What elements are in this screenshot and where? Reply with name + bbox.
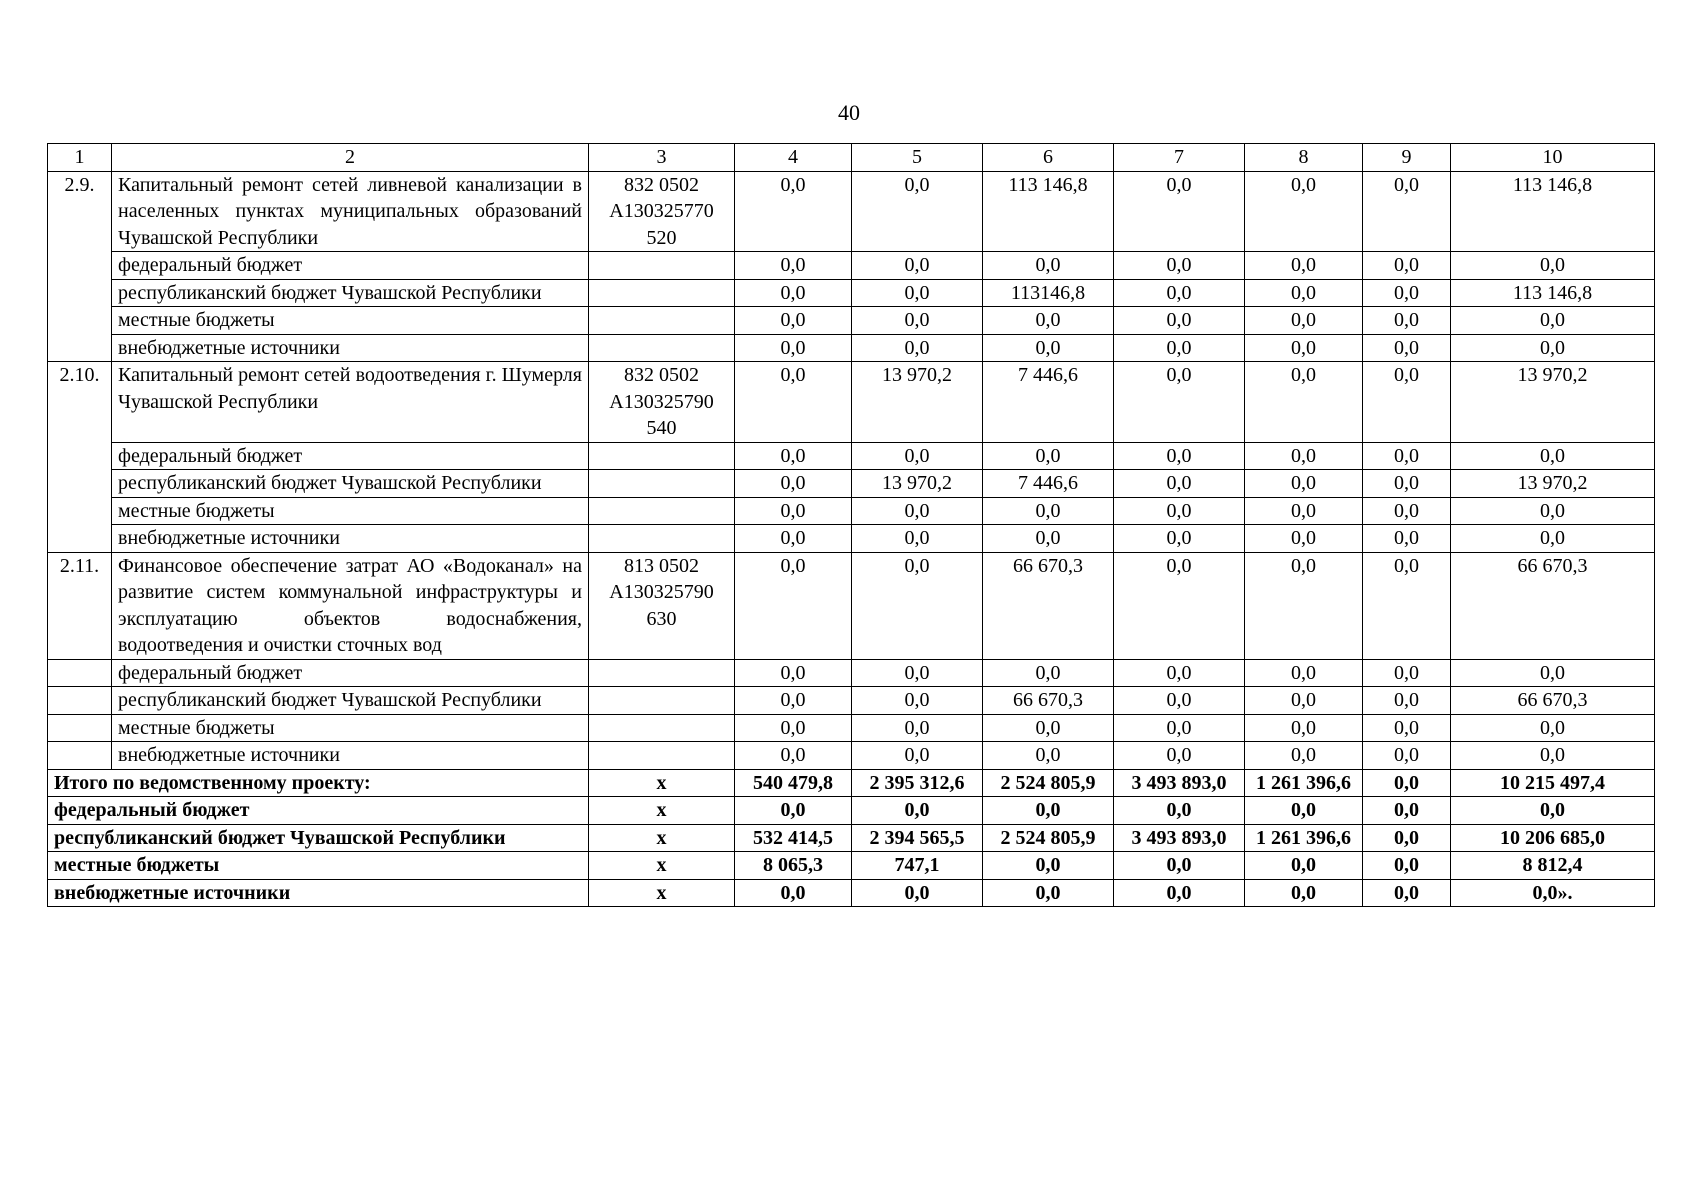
- total-value-cell: 0,0: [735, 879, 852, 907]
- value-cell: 0,0: [852, 714, 983, 742]
- value-cell: 13 970,2: [1451, 362, 1655, 443]
- value-cell: 0,0: [1245, 659, 1363, 687]
- value-cell: 0,0: [1363, 362, 1451, 443]
- source-label: местные бюджеты: [112, 714, 589, 742]
- source-label: внебюджетные источники: [112, 334, 589, 362]
- value-cell: 0,0: [1451, 742, 1655, 770]
- value-cell: 66 670,3: [983, 552, 1114, 659]
- budget-code-empty: [589, 470, 735, 498]
- budget-code-empty: [589, 659, 735, 687]
- total-code: х: [589, 797, 735, 825]
- value-cell: 0,0: [852, 687, 983, 715]
- value-cell: 0,0: [1245, 714, 1363, 742]
- total-value-cell: 0,0: [1245, 852, 1363, 880]
- budget-table: [47, 143, 1655, 907]
- row-number-empty: [48, 442, 112, 470]
- value-cell: 0,0: [852, 171, 983, 252]
- value-cell: 0,0: [735, 171, 852, 252]
- total-row: [48, 879, 1655, 907]
- value-cell: 0,0: [1114, 470, 1245, 498]
- value-cell: 0,0: [1363, 307, 1451, 335]
- value-cell: 0,0: [1245, 307, 1363, 335]
- value-cell: 0,0: [1245, 470, 1363, 498]
- value-cell: 0,0: [1363, 334, 1451, 362]
- row-number-empty: [48, 714, 112, 742]
- value-cell: 0,0: [1363, 687, 1451, 715]
- value-cell: 0,0: [983, 742, 1114, 770]
- value-cell: 0,0: [735, 497, 852, 525]
- value-cell: 0,0: [983, 659, 1114, 687]
- value-cell: 66 670,3: [1451, 552, 1655, 659]
- total-value-cell: 0,0: [1114, 879, 1245, 907]
- total-label: республиканский бюджет Чувашской Республики: [48, 824, 589, 852]
- total-value-cell: 0,0».: [1451, 879, 1655, 907]
- value-cell: 0,0: [1451, 307, 1655, 335]
- total-value-cell: 3 493 893,0: [1114, 769, 1245, 797]
- header-cell: 4: [735, 144, 852, 172]
- value-cell: 0,0: [1114, 714, 1245, 742]
- total-value-cell: 1 261 396,6: [1245, 769, 1363, 797]
- value-cell: 0,0: [852, 334, 983, 362]
- source-row: [48, 442, 1655, 470]
- value-cell: 0,0: [1245, 742, 1363, 770]
- budget-code-empty: [589, 525, 735, 553]
- source-row: [48, 497, 1655, 525]
- header-cell: 2: [112, 144, 589, 172]
- source-row: [48, 742, 1655, 770]
- total-code: х: [589, 852, 735, 880]
- value-cell: 0,0: [1245, 442, 1363, 470]
- total-value-cell: 0,0: [983, 852, 1114, 880]
- total-label: внебюджетные источники: [48, 879, 589, 907]
- total-row: [48, 824, 1655, 852]
- value-cell: 0,0: [1451, 252, 1655, 280]
- source-row: [48, 714, 1655, 742]
- section-title: Капитальный ремонт сетей ливневой канализации в населенных пунктах муниципальных образований Чувашской Республики: [112, 171, 589, 252]
- value-cell: 0,0: [983, 252, 1114, 280]
- source-label: внебюджетные источники: [112, 525, 589, 553]
- source-label: республиканский бюджет Чувашской Республики: [112, 470, 589, 498]
- value-cell: 0,0: [852, 552, 983, 659]
- source-row: [48, 659, 1655, 687]
- total-value-cell: 1 261 396,6: [1245, 824, 1363, 852]
- total-value-cell: 540 479,8: [735, 769, 852, 797]
- row-number-empty: [48, 279, 112, 307]
- value-cell: 0,0: [1363, 497, 1451, 525]
- value-cell: 0,0: [1363, 171, 1451, 252]
- row-number-empty: [48, 525, 112, 553]
- value-cell: 0,0: [1451, 659, 1655, 687]
- value-cell: 0,0: [983, 714, 1114, 742]
- value-cell: 0,0: [735, 307, 852, 335]
- total-value-cell: 2 394 565,5: [852, 824, 983, 852]
- section-row: [48, 171, 1655, 252]
- section-row: [48, 552, 1655, 659]
- value-cell: 0,0: [852, 525, 983, 553]
- value-cell: 0,0: [1363, 659, 1451, 687]
- total-value-cell: 0,0: [1363, 824, 1451, 852]
- budget-code-empty: [589, 252, 735, 280]
- budget-code-empty: [589, 714, 735, 742]
- total-value-cell: 8 812,4: [1451, 852, 1655, 880]
- value-cell: 0,0: [1363, 442, 1451, 470]
- value-cell: 0,0: [1245, 497, 1363, 525]
- total-value-cell: 0,0: [1114, 797, 1245, 825]
- value-cell: 0,0: [1451, 525, 1655, 553]
- total-value-cell: 3 493 893,0: [1114, 824, 1245, 852]
- value-cell: 0,0: [983, 497, 1114, 525]
- value-cell: 0,0: [852, 497, 983, 525]
- value-cell: 0,0: [1363, 552, 1451, 659]
- total-value-cell: 2 524 805,9: [983, 824, 1114, 852]
- source-label: республиканский бюджет Чувашской Республики: [112, 687, 589, 715]
- source-label: республиканский бюджет Чувашской Республики: [112, 279, 589, 307]
- value-cell: 113146,8: [983, 279, 1114, 307]
- header-cell: 7: [1114, 144, 1245, 172]
- value-cell: 0,0: [735, 334, 852, 362]
- total-value-cell: 532 414,5: [735, 824, 852, 852]
- value-cell: 0,0: [735, 442, 852, 470]
- source-row: [48, 252, 1655, 280]
- total-value-cell: 747,1: [852, 852, 983, 880]
- header-cell: 3: [589, 144, 735, 172]
- budget-code-empty: [589, 742, 735, 770]
- source-label: федеральный бюджет: [112, 442, 589, 470]
- value-cell: 0,0: [1114, 307, 1245, 335]
- value-cell: 0,0: [1451, 714, 1655, 742]
- source-row: [48, 525, 1655, 553]
- value-cell: 0,0: [983, 334, 1114, 362]
- budget-code-empty: [589, 497, 735, 525]
- value-cell: 0,0: [735, 714, 852, 742]
- value-cell: 0,0: [983, 442, 1114, 470]
- header-cell: 8: [1245, 144, 1363, 172]
- value-cell: 0,0: [1245, 552, 1363, 659]
- row-number: 2.9.: [48, 171, 112, 252]
- budget-table-body: [48, 144, 1655, 907]
- value-cell: 13 970,2: [852, 470, 983, 498]
- value-cell: 0,0: [735, 279, 852, 307]
- value-cell: 0,0: [1451, 334, 1655, 362]
- value-cell: 0,0: [1363, 252, 1451, 280]
- value-cell: 0,0: [983, 525, 1114, 553]
- value-cell: 0,0: [1363, 742, 1451, 770]
- value-cell: 7 446,6: [983, 470, 1114, 498]
- total-value-cell: 2 395 312,6: [852, 769, 983, 797]
- value-cell: 0,0: [735, 552, 852, 659]
- total-code: х: [589, 824, 735, 852]
- total-label: федеральный бюджет: [48, 797, 589, 825]
- value-cell: 0,0: [1451, 442, 1655, 470]
- value-cell: 0,0: [1245, 279, 1363, 307]
- total-value-cell: 0,0: [852, 879, 983, 907]
- value-cell: 0,0: [1114, 742, 1245, 770]
- total-row: [48, 797, 1655, 825]
- value-cell: 0,0: [735, 470, 852, 498]
- row-number: 2.10.: [48, 362, 112, 443]
- total-label: местные бюджеты: [48, 852, 589, 880]
- value-cell: 0,0: [852, 659, 983, 687]
- row-number: 2.11.: [48, 552, 112, 659]
- value-cell: 0,0: [1363, 714, 1451, 742]
- budget-code: 813 0502 А130325790 630: [589, 552, 735, 659]
- value-cell: 0,0: [1363, 525, 1451, 553]
- value-cell: 0,0: [735, 742, 852, 770]
- budget-code: 832 0502 А130325790 540: [589, 362, 735, 443]
- value-cell: 0,0: [1245, 334, 1363, 362]
- total-value-cell: 0,0: [983, 879, 1114, 907]
- section-title: Капитальный ремонт сетей водоотведения г. Шумерля Чувашской Республики: [112, 362, 589, 443]
- value-cell: 0,0: [735, 362, 852, 443]
- total-value-cell: 0,0: [1451, 797, 1655, 825]
- source-row: [48, 307, 1655, 335]
- total-value-cell: 8 065,3: [735, 852, 852, 880]
- total-row: [48, 852, 1655, 880]
- total-value-cell: 0,0: [1363, 769, 1451, 797]
- row-number-empty: [48, 470, 112, 498]
- value-cell: 0,0: [1363, 470, 1451, 498]
- total-value-cell: 0,0: [1363, 879, 1451, 907]
- row-number-empty: [48, 742, 112, 770]
- section-row: [48, 362, 1655, 443]
- value-cell: 0,0: [1245, 171, 1363, 252]
- header-cell: 10: [1451, 144, 1655, 172]
- page-number: 40: [838, 100, 860, 125]
- value-cell: 0,0: [852, 307, 983, 335]
- value-cell: 7 446,6: [983, 362, 1114, 443]
- value-cell: 0,0: [852, 742, 983, 770]
- source-row: [48, 470, 1655, 498]
- total-value-cell: 0,0: [735, 797, 852, 825]
- row-number-empty: [48, 659, 112, 687]
- value-cell: 0,0: [1114, 362, 1245, 443]
- row-number-empty: [48, 334, 112, 362]
- value-cell: 113 146,8: [1451, 171, 1655, 252]
- value-cell: 0,0: [1114, 687, 1245, 715]
- value-cell: 0,0: [852, 442, 983, 470]
- value-cell: 0,0: [1114, 171, 1245, 252]
- total-value-cell: 0,0: [1245, 879, 1363, 907]
- value-cell: 0,0: [1245, 525, 1363, 553]
- total-value-cell: 0,0: [1363, 797, 1451, 825]
- row-number-empty: [48, 307, 112, 335]
- row-number-empty: [48, 497, 112, 525]
- source-label: федеральный бюджет: [112, 252, 589, 280]
- total-value-cell: 10 206 685,0: [1451, 824, 1655, 852]
- budget-code-empty: [589, 334, 735, 362]
- total-row: [48, 769, 1655, 797]
- value-cell: 13 970,2: [1451, 470, 1655, 498]
- value-cell: 0,0: [735, 525, 852, 553]
- value-cell: 0,0: [735, 687, 852, 715]
- header-cell: 9: [1363, 144, 1451, 172]
- value-cell: 0,0: [1245, 252, 1363, 280]
- row-number-empty: [48, 687, 112, 715]
- total-value-cell: 0,0: [983, 797, 1114, 825]
- source-row: [48, 687, 1655, 715]
- section-title: Финансовое обеспечение затрат АО «Водоканал» на развитие систем коммунальной инфраструктуры и эксплуатацию объектов водоснабжения, водоотведения и очистки сточных вод: [112, 552, 589, 659]
- value-cell: 0,0: [1114, 552, 1245, 659]
- value-cell: 0,0: [1245, 362, 1363, 443]
- source-row: [48, 279, 1655, 307]
- budget-code: 832 0502 А130325770 520: [589, 171, 735, 252]
- row-number-empty: [48, 252, 112, 280]
- total-label: Итого по ведомственному проекту:: [48, 769, 589, 797]
- budget-code-empty: [589, 279, 735, 307]
- total-code: х: [589, 879, 735, 907]
- value-cell: 0,0: [1245, 687, 1363, 715]
- value-cell: 0,0: [1114, 525, 1245, 553]
- value-cell: 66 670,3: [1451, 687, 1655, 715]
- total-value-cell: 10 215 497,4: [1451, 769, 1655, 797]
- value-cell: 13 970,2: [852, 362, 983, 443]
- value-cell: 0,0: [1451, 497, 1655, 525]
- header-row: [48, 144, 1655, 172]
- value-cell: 66 670,3: [983, 687, 1114, 715]
- value-cell: 0,0: [852, 279, 983, 307]
- value-cell: 0,0: [1114, 497, 1245, 525]
- value-cell: 0,0: [983, 307, 1114, 335]
- total-code: х: [589, 769, 735, 797]
- value-cell: 0,0: [852, 252, 983, 280]
- header-cell: 6: [983, 144, 1114, 172]
- source-label: федеральный бюджет: [112, 659, 589, 687]
- value-cell: 0,0: [1114, 279, 1245, 307]
- budget-code-empty: [589, 307, 735, 335]
- value-cell: 0,0: [1363, 279, 1451, 307]
- budget-code-empty: [589, 687, 735, 715]
- header-cell: 1: [48, 144, 112, 172]
- source-label: местные бюджеты: [112, 307, 589, 335]
- total-value-cell: 2 524 805,9: [983, 769, 1114, 797]
- value-cell: 0,0: [735, 659, 852, 687]
- total-value-cell: 0,0: [852, 797, 983, 825]
- value-cell: 0,0: [1114, 442, 1245, 470]
- source-label: внебюджетные источники: [112, 742, 589, 770]
- source-label: местные бюджеты: [112, 497, 589, 525]
- value-cell: 113 146,8: [1451, 279, 1655, 307]
- value-cell: 0,0: [735, 252, 852, 280]
- total-value-cell: 0,0: [1363, 852, 1451, 880]
- value-cell: 0,0: [1114, 659, 1245, 687]
- value-cell: 113 146,8: [983, 171, 1114, 252]
- total-value-cell: 0,0: [1245, 797, 1363, 825]
- source-row: [48, 334, 1655, 362]
- total-value-cell: 0,0: [1114, 852, 1245, 880]
- budget-code-empty: [589, 442, 735, 470]
- header-cell: 5: [852, 144, 983, 172]
- value-cell: 0,0: [1114, 252, 1245, 280]
- value-cell: 0,0: [1114, 334, 1245, 362]
